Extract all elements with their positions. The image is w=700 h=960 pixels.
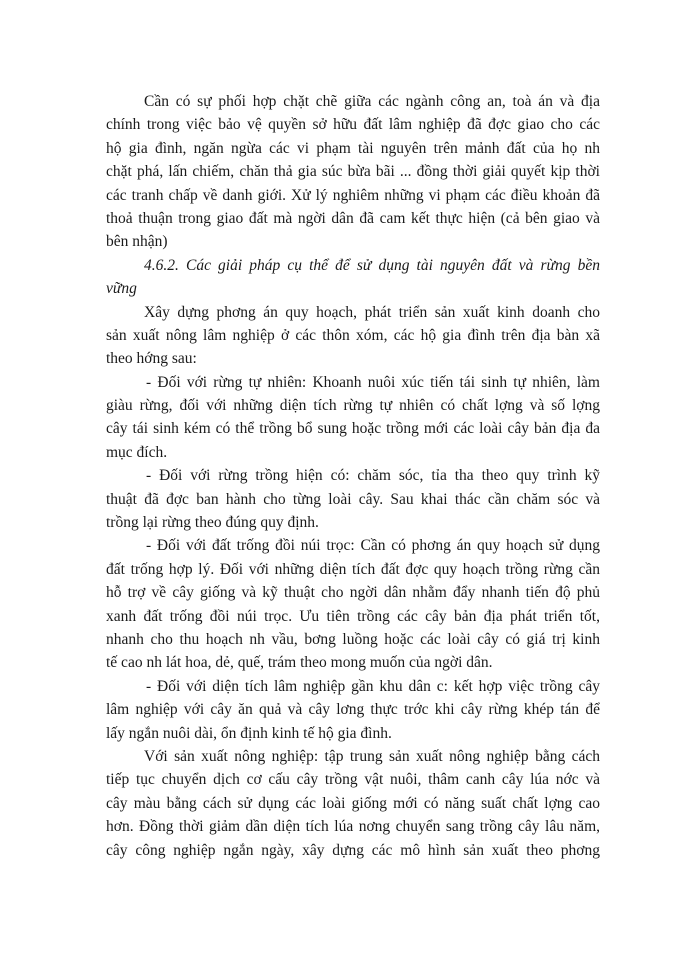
text-line: tiếp tục chuyển dịch cơ cấu cây trồng vật nuôi, thâm canh cây lúa nớc và [106,771,600,789]
text-line: cây công nghiệp ngắn ngày, xây dựng các mô hình sản xuất theo phơng [106,841,600,859]
text-line: các tranh chấp về danh giới. Xử lý nghiêm những vi phạm các điều khoản đã [106,186,600,204]
heading-line: 4.6.2. Các giải pháp cụ thể để sử dụng tài nguyên đất và rừng bền [144,256,600,274]
heading-line: vững [106,280,137,298]
paragraph-planted-forest [106,464,600,534]
section-heading [106,254,600,301]
text-line: hộ gia đình, ngăn ngừa các vi phạm tài nguyên trên mảnh đất của họ nh [106,139,600,157]
text-line: nhanh cho thu hoạch nh vầu, bơng luồng hoặc các loài cây có giá trị kinh [106,630,600,648]
text-line: cây màu bằng cách sử dụng các loài giống mới có năng suất chất lợng cao [106,794,600,812]
paragraph-agriculture [106,745,600,862]
text-line: - Đối với rừng tự nhiên: Khoanh nuôi xúc tiến tái sinh tự nhiên, làm [146,373,600,391]
text-line: Cần có sự phối hợp chặt chẽ giữa các ngành công an, toà án và địa [144,93,600,110]
text-line: sản xuất nông lâm nghiệp ở các thôn xóm, các hộ gia đình trên địa bàn xã [106,326,600,344]
text-line: chặt phá, lấn chiếm, chăn thả gia súc bừa bãi ... đồng thời giải quyết kịp thời [106,163,600,181]
text-line: theo hớng sau: [106,350,197,368]
text-line: trồng lại rừng theo đúng quy định. [106,514,319,532]
paragraph-natural-forest [106,371,600,465]
text-line: thoả thuận trong giao đất mà ngời dân đã cam kết thực hiện (cả bên giao và [106,209,600,227]
text-line: hơn. Đồng thời giảm dần diện tích lúa nơng chuyển sang trồng cây lâu năm, [106,818,600,836]
text-line: - Đối với rừng trồng hiện có: chăm sóc, tỉa tha theo quy trình kỹ [146,467,600,485]
text-line: lâm nghiệp với cây ăn quả và cây lơng thực trớc khi cây rừng khép tán để [106,701,600,719]
text-line: lấy ngắn nuôi dài, ổn định kinh tế hộ gia đình. [106,724,392,742]
text-line: Xây dựng phơng án quy hoạch, phát triển sản xuất kinh doanh cho [144,303,600,321]
text-line: chính trong việc bảo vệ quyền sở hữu đất lâm nghiệp đã đợc giao cho các [106,116,600,134]
text-line: - Đối với đất trống đồi núi trọc: Cần có phơng án quy hoạch sử dụng [146,537,600,555]
text-line: đất trống hợp lý. Đối với những diện tích đất đợc quy hoạch trồng rừng cần [106,560,600,578]
text-line: Với sản xuất nông nghiệp: tập trung sản xuất nông nghiệp bằng cách [144,747,600,765]
text-line: xanh đất trống đồi núi trọc. Ưu tiên trồng các cây bản địa phát triển tốt, [106,607,600,625]
paragraph-near-residential [106,675,600,745]
paragraph-bare-land [106,534,600,674]
text-line: hỗ trợ về cây giống và kỹ thuật cho ngời dân nhằm đẩy nhanh tiến độ phủ [106,584,600,602]
text-line: tế cao nh lát hoa, dẻ, quế, trám theo mong muốn của ngời dân. [106,654,493,672]
document-body [106,90,600,862]
text-line: cây tái sinh kém có thể trồng bổ sung hoặc trồng mới các loài cây bản địa đa [106,420,600,438]
paragraph-planning [106,301,600,371]
text-line: giàu rừng, đối với những diện tích rừng tự nhiên có chất lợng và số lợng [106,397,600,415]
text-line: mục đích. [106,443,168,461]
text-line: - Đối với diện tích lâm nghiệp gần khu dân c: kết hợp việc trồng cây [146,677,600,695]
paragraph-land-protection [106,90,600,254]
text-line: thuật đã đợc ban hành cho từng loài cây. Sau khai thác cần chăm sóc và [106,490,600,508]
text-line: bên nhận) [106,233,168,251]
